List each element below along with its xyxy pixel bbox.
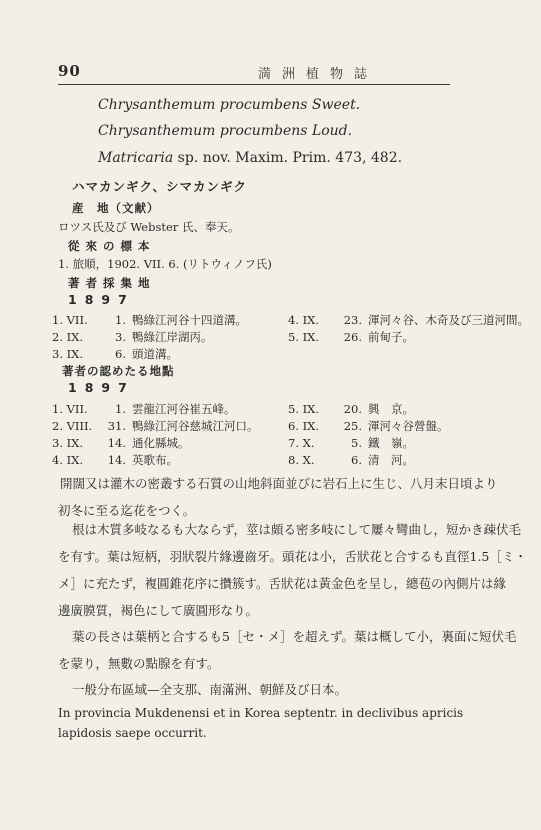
observed-row: 6. IX. 25. 渾河々谷營盤。 — [288, 419, 449, 433]
observed-year: 1897 — [68, 380, 135, 395]
synonym-2: Chrysanthemum procumbens Loud. — [98, 123, 353, 139]
page-header — [58, 62, 448, 82]
running-title: 満洲植物誌 — [258, 67, 379, 82]
synonym-3: Matricaria sp. nov. Maxim. Prim. 473, 482. — [98, 150, 403, 166]
japanese-name: ハマカンギク、シマカンギク — [72, 179, 248, 194]
origin-text: ロツス氏及び Webster 氏、奉天。 — [58, 220, 240, 234]
observed-row: 7. X. 5. 鐵 嶺。 — [288, 436, 414, 450]
collected-row: 2. IX. 3. 鴨綠江岸湖丙。 — [52, 330, 213, 344]
collected-row: 5. IX. 26. 前甸子。 — [288, 330, 414, 344]
observed-row: 5. IX. 20. 興 京。 — [288, 402, 414, 416]
page-number: 90 — [58, 62, 81, 80]
habitat-paragraph: 開闊又は灌木の密叢する石質の山地斜面並びに岩石上に生じ、八月末日頃より 初冬に至る迄花をつく。 — [58, 476, 498, 518]
previous-text: 1. 旅順，1902. VII. 6. (リトウィノフ氏) — [58, 257, 272, 271]
synonym-1: Chrysanthemum procumbens Sweet. — [98, 97, 361, 113]
observed-heading: 著者の認めたる地點 — [62, 364, 175, 378]
collected-heading: 著 者 採 集 地 — [68, 276, 151, 290]
observed-row: 1. VII. 1. 雲龍江河谷崔五峰。 — [52, 402, 236, 416]
latin-text: In provincia Mukdenensi et in Korea septentr. in declivibus apricis lapidosis saepe occurrit. — [58, 706, 464, 740]
collected-row: 4. IX. 23. 渾河々谷、木奇及び三道河間。 — [288, 313, 529, 327]
observed-row: 2. VIII. 31. 鴨綠江河谷慈城江河口。 — [52, 419, 259, 433]
observed-row: 3. IX. 14. 通化縣城。 — [52, 436, 190, 450]
observed-row: 4. IX. 14. 英歌布。 — [52, 453, 178, 467]
distribution-paragraph: 一般分布區域—全支那、南滿洲、朝鮮及び日本。 — [72, 682, 348, 697]
observed-row: 8. X. 6. 清 河。 — [288, 453, 414, 467]
collected-row: 3. IX. 6. 頭道溝。 — [52, 347, 178, 361]
leaf-paragraph: 葉の長さは葉柄と合するも5［セ・メ］を超えず。葉は概して小，裏面に短伏毛 を蒙り，無數の點腺を有す。 — [58, 629, 517, 671]
collected-year: 1897 — [68, 292, 135, 307]
collected-row: 1. VII. 1. 鴨綠江河谷十四道溝。 — [52, 313, 247, 327]
previous-heading: 從 來 の 標 本 — [68, 239, 151, 253]
morphology-paragraph: 根は木質多岐なるも大ならず，莖は頗る密多岐にして屢々彎曲し，短かき疎伏毛 を有す。葉は短柄，羽狀裂片緣邊齒牙。頭花は小，舌狀花と合するも直徑1.5［ミ・ メ］に充たず，複圓錐花序に攢簇す。舌狀花は黃金色を呈し，總苞の內側片は緣 邊廣膜質，褐色にして廣圓形なり。 — [58, 522, 527, 618]
origin-heading: 産 地（文献） — [72, 201, 160, 215]
header-rule — [58, 84, 450, 85]
